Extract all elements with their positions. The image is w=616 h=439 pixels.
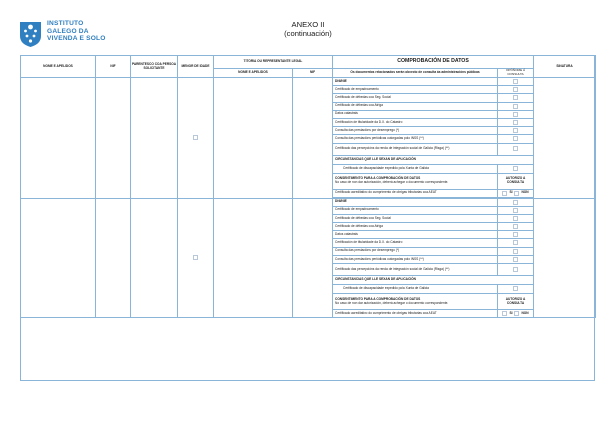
person-1-oppose-2-checkbox[interactable] [513,87,518,92]
person-2-oppose-1-cell [498,198,534,206]
person-2-disability-checkbox[interactable] [513,286,518,291]
person-2-circumstances-title: CIRCUNSTANCIAS QUE LLE SEXAN DE APLICACIÓN [333,276,534,285]
col-check-desc: Os documentos relacionados serán obxecto de consulta ás administracións públicas [333,69,498,78]
person-1-oppose-1-cell [498,78,534,86]
person-1-doc-9: Certificado das percepcións da renda de integración social de Galicia (Risga) (**) [333,143,498,155]
person-2-oppose-7-cell [498,247,534,255]
person-1-oppose-9-checkbox[interactable] [513,146,518,151]
person-1-oppose-8-checkbox[interactable] [513,136,518,141]
person-1-oppose-8-cell [498,135,534,143]
person-2-aeat-no-checkbox[interactable] [514,311,519,316]
person-2-disability: Certificado de discapacidade expedido pola Xunta de Galicia [333,285,498,294]
person-2-aeat-no: NON [521,310,529,315]
person-1-name-cell[interactable] [21,78,96,199]
person-1-oppose-1-checkbox[interactable] [513,79,518,84]
person-2-oppose-5-cell [498,231,534,239]
person-2-oppose-4-cell [498,223,534,231]
person-1-doc-3: Certificado de débedas coa Seg. Social [333,94,498,102]
col-check: COMPROBACIÓN DE DATOS [333,56,534,69]
person-1-oppose-2-cell [498,86,534,94]
person-1-consent-text: No caso de non dar autorización, deberá achegar o documento correspondente. [335,180,449,184]
person-1-aeat-yes-checkbox[interactable] [502,191,507,196]
person-1-doc-7: Consulta das prestacións por desemprego (*) [333,127,498,135]
person-1-oppose-9-cell [498,143,534,155]
person-2-doc-6: Certificación de titularidade da D.X. do Catastro [333,239,498,247]
page-title [0,20,616,38]
person-2-oppose-9-checkbox[interactable] [513,267,518,272]
col-signature: SINATURA [534,56,596,78]
person-1-doc-6: Certificación de titularidade da D.X. do Catastro [333,118,498,126]
person-2-oppose-6-checkbox[interactable] [513,240,518,245]
person-1-disability-checkbox[interactable] [513,166,518,171]
person-1-doc-8: Consulta das prestacións periódicas outorgadas polo INSS (**) [333,135,498,143]
person-1-oppose-4-cell [498,102,534,110]
person-2-doc-9: Certificado das percepcións da renda de integración social de Galicia (Risga) (**) [333,264,498,276]
logo-line-2: GALEGO DA [47,27,89,35]
col-guardian: TITORIA OU REPRESENTANTE LEGAL [214,56,333,69]
person-2-disability-cell [498,285,534,294]
person-1-circumstances-title: CIRCUNSTANCIAS QUE LLE SEXAN DE APLICACIÓN [333,155,534,164]
person-2-guardian-nif-cell[interactable] [293,198,333,318]
person-2-minor-cell [178,198,214,318]
person-2-aeat-yes: SI [509,310,513,315]
members-table [20,55,596,318]
col-name: NOME E APELIDOS [21,56,96,78]
person-2-authorize: AUTORIZO A CONSULTA [498,294,534,310]
person-1-aeat-no: NON [521,190,529,195]
person-1-aeat-choice [498,189,534,197]
col-oppose: OPÓÑOME Á CONSULTA [498,69,534,78]
person-2-oppose-2-checkbox[interactable] [513,208,518,213]
person-2-doc-3: Certificado de débedas coa Seg. Social [333,214,498,222]
person-2-guardian-name-cell[interactable] [214,198,293,318]
col-minor: MENOR DE IDADE [178,56,214,78]
person-1-disability: Certificado de discapacidade expedido pola Xunta de Galicia [333,164,498,173]
col-guardian-nif: NIF [293,69,333,78]
person-1-minor-cell [178,78,214,199]
person-1-oppose-6-checkbox[interactable] [513,120,518,125]
person-1-oppose-7-checkbox[interactable] [513,128,518,133]
person-1-doc-1: DNI/NIE [333,78,498,86]
person-2-doc-5: Datos catastrais [333,231,498,239]
person-2-oppose-3-checkbox[interactable] [513,216,518,221]
person-1-oppose-7-cell [498,127,534,135]
person-1-aeat: Certificado acreditativo do cumprimento de obrigas tributarias coa AEAT [333,189,498,197]
person-1-guardian-nif-cell[interactable] [293,78,333,199]
person-1-oppose-3-cell [498,94,534,102]
person-2-oppose-2-cell [498,206,534,214]
person-1-guardian-name-cell[interactable] [214,78,293,199]
person-1-oppose-5-checkbox[interactable] [513,112,518,117]
person-1-oppose-5-cell [498,110,534,118]
person-2-oppose-3-cell [498,214,534,222]
person-2-oppose-6-cell [498,239,534,247]
person-2-oppose-9-cell [498,264,534,276]
person-1-oppose-3-checkbox[interactable] [513,95,518,100]
person-1-oppose-6-cell [498,118,534,126]
person-2-doc-7: Consulta das prestacións por desemprego (*) [333,247,498,255]
person-1-aeat-no-checkbox[interactable] [514,191,519,196]
person-2-consent-title: CONSENTIMENTO PARA A COMPROBACIÓN DE DATOS [335,296,421,301]
person-1-aeat-yes: SI [509,190,513,195]
person-1-doc-2: Certificado de empadroamento [333,86,498,94]
col-guardian-name: NOME E APELIDOS [214,69,293,78]
annex-subtitle: (continuación) [284,29,332,38]
person-1-consent-title: CONSENTIMENTO PARA A COMPROBACIÓN DE DATOS [335,176,421,181]
annex-title: ANEXO II [291,20,325,29]
person-1-relation-cell[interactable] [131,78,178,199]
person-2-oppose-8-checkbox[interactable] [513,257,518,262]
person-1-minor-checkbox[interactable] [193,135,198,140]
person-1-authorize: AUTORIZO A CONSULTA [498,173,534,189]
col-nif: NIF [96,56,131,78]
person-2-consent [333,294,498,310]
person-2-doc-1: DNI/NIE [333,198,498,206]
person-2-oppose-7-checkbox[interactable] [513,249,518,254]
person-1-consent [333,173,498,189]
person-1-oppose-4-checkbox[interactable] [513,104,518,109]
person-2-signature-cell[interactable] [534,198,596,318]
person-1-disability-cell [498,164,534,173]
col-relation: PARENTESCO COA PERSOA SOLICITANTE [131,56,178,78]
person-2-oppose-1-checkbox[interactable] [513,200,518,205]
person-2-aeat-yes-checkbox[interactable] [502,311,507,316]
person-2-doc-2: Certificado de empadroamento [333,206,498,214]
person-2-oppose-4-checkbox[interactable] [513,224,518,229]
person-1-nif-cell[interactable] [96,78,131,199]
person-2-aeat-choice [498,310,534,318]
person-2-doc-8: Consulta das prestacións periódicas outorgadas polo INSS (**) [333,255,498,263]
person-1-doc-5: Datos catastrais [333,110,498,118]
person-2-minor-checkbox[interactable] [193,255,198,260]
person-1-doc-4: Certificado de débedas coa Atriga [333,102,498,110]
person-2-oppose-8-cell [498,255,534,263]
person-1-signature-cell[interactable] [534,78,596,199]
person-2-name-cell[interactable] [21,198,96,318]
person-2-consent-text: No caso de non dar autorización, deberá achegar o documento correspondente. [335,300,449,305]
person-2-nif-cell[interactable] [96,198,131,318]
logo-line-1: INSTITUTO [47,20,84,27]
person-2-doc-4: Certificado de débedas coa Atriga [333,223,498,231]
person-2-oppose-5-checkbox[interactable] [513,232,518,237]
logo-line-3: VIVENDA E SOLO [47,35,106,43]
person-2-relation-cell[interactable] [131,198,178,318]
person-2-aeat: Certificado acreditativo do cumprimento de obrigas tributarias coa AEAT [333,310,498,318]
